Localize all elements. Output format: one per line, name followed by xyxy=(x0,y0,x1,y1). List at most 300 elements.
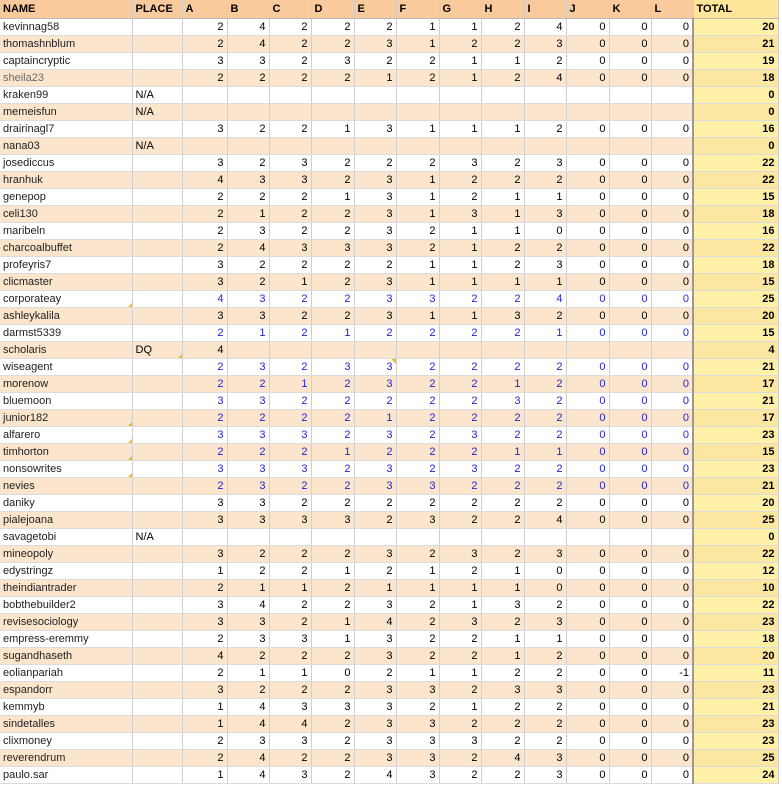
cell-score-d[interactable]: 1 xyxy=(311,444,354,461)
cell-score-f[interactable]: 2 xyxy=(396,393,439,410)
cell-score-h[interactable]: 1 xyxy=(481,444,524,461)
cell-score-k[interactable]: 0 xyxy=(609,648,651,665)
cell-score-a[interactable]: 2 xyxy=(182,240,227,257)
cell-score-d[interactable] xyxy=(311,529,354,546)
cell-score-j[interactable]: 0 xyxy=(566,495,609,512)
cell-score-g[interactable]: 3 xyxy=(439,427,481,444)
cell-score-c[interactable]: 2 xyxy=(269,393,311,410)
cell-score-j[interactable] xyxy=(566,138,609,155)
cell-score-h[interactable]: 1 xyxy=(481,274,524,291)
cell-score-g[interactable] xyxy=(439,104,481,121)
cell-score-j[interactable]: 0 xyxy=(566,155,609,172)
cell-score-d[interactable]: 3 xyxy=(311,53,354,70)
cell-score-b[interactable] xyxy=(227,138,269,155)
cell-score-f[interactable]: 2 xyxy=(396,461,439,478)
cell-name[interactable]: captaincryptic xyxy=(0,53,132,70)
column-header-c[interactable]: C xyxy=(269,0,311,19)
cell-score-l[interactable]: 0 xyxy=(651,716,693,733)
cell-score-a[interactable]: 2 xyxy=(182,36,227,53)
cell-place[interactable] xyxy=(132,359,182,376)
cell-score-b[interactable]: 3 xyxy=(227,359,269,376)
cell-place[interactable] xyxy=(132,274,182,291)
cell-total[interactable]: 0 xyxy=(693,138,778,155)
cell-name[interactable]: revisesociology xyxy=(0,614,132,631)
cell-score-a[interactable]: 2 xyxy=(182,70,227,87)
cell-score-i[interactable]: 0 xyxy=(524,580,566,597)
cell-score-k[interactable]: 0 xyxy=(609,240,651,257)
cell-score-e[interactable]: 2 xyxy=(354,665,396,682)
cell-score-d[interactable]: 2 xyxy=(311,495,354,512)
cell-name[interactable]: daniky xyxy=(0,495,132,512)
cell-score-j[interactable]: 0 xyxy=(566,750,609,767)
cell-score-c[interactable]: 2 xyxy=(269,682,311,699)
cell-score-e[interactable]: 3 xyxy=(354,733,396,750)
cell-score-k[interactable]: 0 xyxy=(609,767,651,784)
cell-name[interactable]: drairinagl7 xyxy=(0,121,132,138)
cell-score-f[interactable]: 2 xyxy=(396,427,439,444)
cell-score-g[interactable]: 2 xyxy=(439,512,481,529)
cell-score-f[interactable] xyxy=(396,87,439,104)
cell-score-g[interactable]: 1 xyxy=(439,308,481,325)
cell-score-f[interactable]: 2 xyxy=(396,223,439,240)
cell-score-i[interactable]: 4 xyxy=(524,70,566,87)
cell-score-d[interactable]: 2 xyxy=(311,172,354,189)
cell-score-d[interactable]: 1 xyxy=(311,563,354,580)
cell-score-h[interactable]: 1 xyxy=(481,648,524,665)
cell-score-j[interactable]: 0 xyxy=(566,716,609,733)
cell-score-h[interactable]: 2 xyxy=(481,546,524,563)
cell-place[interactable] xyxy=(132,580,182,597)
cell-score-b[interactable]: 3 xyxy=(227,478,269,495)
cell-score-a[interactable]: 3 xyxy=(182,546,227,563)
cell-total[interactable]: 16 xyxy=(693,121,778,138)
cell-total[interactable]: 24 xyxy=(693,767,778,784)
cell-score-g[interactable]: 2 xyxy=(439,393,481,410)
cell-score-k[interactable]: 0 xyxy=(609,257,651,274)
cell-score-i[interactable]: 3 xyxy=(524,257,566,274)
cell-score-e[interactable]: 2 xyxy=(354,495,396,512)
cell-score-i[interactable]: 3 xyxy=(524,546,566,563)
cell-score-f[interactable]: 2 xyxy=(396,648,439,665)
cell-place[interactable] xyxy=(132,376,182,393)
cell-score-k[interactable]: 0 xyxy=(609,716,651,733)
cell-score-e[interactable]: 3 xyxy=(354,699,396,716)
cell-score-d[interactable]: 2 xyxy=(311,376,354,393)
cell-score-e[interactable]: 1 xyxy=(354,580,396,597)
cell-score-a[interactable]: 2 xyxy=(182,376,227,393)
cell-score-d[interactable]: 2 xyxy=(311,206,354,223)
cell-score-d[interactable]: 3 xyxy=(311,359,354,376)
cell-place[interactable] xyxy=(132,750,182,767)
cell-score-j[interactable]: 0 xyxy=(566,580,609,597)
cell-name[interactable]: edystringz xyxy=(0,563,132,580)
cell-score-i[interactable]: 2 xyxy=(524,597,566,614)
cell-score-f[interactable]: 1 xyxy=(396,121,439,138)
cell-score-k[interactable]: 0 xyxy=(609,410,651,427)
cell-score-j[interactable] xyxy=(566,529,609,546)
cell-score-d[interactable]: 2 xyxy=(311,478,354,495)
cell-score-f[interactable] xyxy=(396,529,439,546)
cell-score-j[interactable]: 0 xyxy=(566,291,609,308)
cell-score-k[interactable] xyxy=(609,342,651,359)
cell-score-f[interactable]: 3 xyxy=(396,767,439,784)
cell-score-h[interactable]: 2 xyxy=(481,257,524,274)
cell-score-a[interactable]: 1 xyxy=(182,767,227,784)
cell-score-a[interactable]: 3 xyxy=(182,512,227,529)
cell-score-d[interactable]: 2 xyxy=(311,733,354,750)
cell-score-e[interactable]: 3 xyxy=(354,648,396,665)
cell-score-f[interactable]: 3 xyxy=(396,512,439,529)
cell-score-c[interactable]: 2 xyxy=(269,325,311,342)
cell-score-h[interactable]: 2 xyxy=(481,699,524,716)
cell-score-a[interactable]: 3 xyxy=(182,427,227,444)
cell-score-e[interactable]: 3 xyxy=(354,206,396,223)
cell-total[interactable]: 10 xyxy=(693,580,778,597)
cell-name[interactable]: ashleykalila xyxy=(0,308,132,325)
cell-score-g[interactable]: 3 xyxy=(439,155,481,172)
cell-score-i[interactable] xyxy=(524,529,566,546)
cell-score-b[interactable]: 4 xyxy=(227,19,269,36)
cell-score-c[interactable]: 2 xyxy=(269,308,311,325)
cell-score-g[interactable]: 2 xyxy=(439,410,481,427)
cell-score-j[interactable] xyxy=(566,104,609,121)
cell-name[interactable]: alfarero xyxy=(0,427,132,444)
cell-score-k[interactable]: 0 xyxy=(609,223,651,240)
cell-score-a[interactable]: 3 xyxy=(182,308,227,325)
cell-place[interactable] xyxy=(132,189,182,206)
cell-score-e[interactable]: 3 xyxy=(354,750,396,767)
cell-score-j[interactable]: 0 xyxy=(566,257,609,274)
cell-place[interactable] xyxy=(132,308,182,325)
cell-score-f[interactable]: 2 xyxy=(396,699,439,716)
cell-score-h[interactable]: 1 xyxy=(481,189,524,206)
cell-score-f[interactable]: 1 xyxy=(396,274,439,291)
cell-score-e[interactable]: 3 xyxy=(354,376,396,393)
cell-score-a[interactable]: 2 xyxy=(182,733,227,750)
cell-score-i[interactable]: 2 xyxy=(524,359,566,376)
cell-score-f[interactable]: 2 xyxy=(396,240,439,257)
cell-score-k[interactable]: 0 xyxy=(609,274,651,291)
cell-name[interactable]: memeisfun xyxy=(0,104,132,121)
cell-score-l[interactable]: 0 xyxy=(651,36,693,53)
cell-score-h[interactable]: 1 xyxy=(481,580,524,597)
cell-score-k[interactable] xyxy=(609,138,651,155)
cell-score-i[interactable]: 0 xyxy=(524,223,566,240)
cell-name[interactable]: wiseagent xyxy=(0,359,132,376)
cell-name[interactable]: celi130 xyxy=(0,206,132,223)
cell-score-c[interactable]: 2 xyxy=(269,53,311,70)
cell-name[interactable]: morenow xyxy=(0,376,132,393)
cell-score-g[interactable]: 3 xyxy=(439,546,481,563)
cell-score-l[interactable]: 0 xyxy=(651,546,693,563)
cell-score-a[interactable]: 4 xyxy=(182,648,227,665)
cell-score-d[interactable]: 1 xyxy=(311,631,354,648)
cell-place[interactable] xyxy=(132,682,182,699)
cell-score-l[interactable]: 0 xyxy=(651,597,693,614)
cell-total[interactable]: 23 xyxy=(693,461,778,478)
cell-score-e[interactable]: 3 xyxy=(354,359,396,376)
cell-score-j[interactable]: 0 xyxy=(566,223,609,240)
cell-score-k[interactable]: 0 xyxy=(609,325,651,342)
cell-score-e[interactable]: 2 xyxy=(354,325,396,342)
cell-score-f[interactable]: 1 xyxy=(396,206,439,223)
cell-total[interactable]: 15 xyxy=(693,189,778,206)
cell-score-e[interactable]: 3 xyxy=(354,597,396,614)
cell-score-l[interactable]: 0 xyxy=(651,257,693,274)
cell-score-h[interactable]: 2 xyxy=(481,767,524,784)
cell-score-j[interactable]: 0 xyxy=(566,614,609,631)
cell-place[interactable] xyxy=(132,716,182,733)
cell-score-j[interactable]: 0 xyxy=(566,648,609,665)
cell-score-e[interactable]: 3 xyxy=(354,682,396,699)
cell-score-j[interactable]: 0 xyxy=(566,189,609,206)
cell-place[interactable] xyxy=(132,631,182,648)
cell-score-f[interactable]: 3 xyxy=(396,716,439,733)
cell-score-e[interactable]: 3 xyxy=(354,223,396,240)
cell-total[interactable]: 23 xyxy=(693,716,778,733)
cell-score-l[interactable]: 0 xyxy=(651,291,693,308)
cell-score-i[interactable]: 1 xyxy=(524,631,566,648)
cell-score-a[interactable]: 2 xyxy=(182,325,227,342)
cell-score-h[interactable] xyxy=(481,104,524,121)
cell-score-g[interactable]: 2 xyxy=(439,291,481,308)
cell-score-d[interactable]: 2 xyxy=(311,308,354,325)
cell-score-e[interactable] xyxy=(354,104,396,121)
cell-total[interactable]: 22 xyxy=(693,155,778,172)
cell-score-g[interactable]: 1 xyxy=(439,699,481,716)
cell-name[interactable]: hranhuk xyxy=(0,172,132,189)
cell-score-k[interactable]: 0 xyxy=(609,495,651,512)
cell-score-b[interactable]: 4 xyxy=(227,36,269,53)
cell-score-c[interactable]: 2 xyxy=(269,189,311,206)
cell-score-f[interactable]: 1 xyxy=(396,308,439,325)
cell-score-c[interactable] xyxy=(269,529,311,546)
cell-score-d[interactable]: 1 xyxy=(311,325,354,342)
cell-score-f[interactable]: 1 xyxy=(396,257,439,274)
cell-score-k[interactable]: 0 xyxy=(609,665,651,682)
cell-score-g[interactable]: 1 xyxy=(439,223,481,240)
cell-score-c[interactable]: 2 xyxy=(269,36,311,53)
cell-score-i[interactable]: 2 xyxy=(524,733,566,750)
cell-score-j[interactable]: 0 xyxy=(566,427,609,444)
cell-score-b[interactable] xyxy=(227,104,269,121)
cell-score-c[interactable]: 3 xyxy=(269,699,311,716)
cell-score-h[interactable]: 2 xyxy=(481,495,524,512)
cell-score-k[interactable]: 0 xyxy=(609,36,651,53)
cell-total[interactable]: 17 xyxy=(693,376,778,393)
cell-score-i[interactable]: 2 xyxy=(524,121,566,138)
cell-name[interactable]: theindiantrader xyxy=(0,580,132,597)
cell-score-c[interactable]: 2 xyxy=(269,19,311,36)
cell-score-a[interactable]: 3 xyxy=(182,461,227,478)
cell-score-f[interactable]: 2 xyxy=(396,155,439,172)
cell-score-j[interactable]: 0 xyxy=(566,512,609,529)
cell-name[interactable]: kraken99 xyxy=(0,87,132,104)
cell-score-h[interactable]: 1 xyxy=(481,563,524,580)
cell-score-g[interactable]: 3 xyxy=(439,614,481,631)
cell-score-c[interactable] xyxy=(269,138,311,155)
cell-score-k[interactable]: 0 xyxy=(609,291,651,308)
cell-score-l[interactable]: 0 xyxy=(651,444,693,461)
cell-score-h[interactable] xyxy=(481,529,524,546)
cell-total[interactable]: 21 xyxy=(693,699,778,716)
cell-score-j[interactable]: 0 xyxy=(566,53,609,70)
cell-score-d[interactable]: 2 xyxy=(311,597,354,614)
cell-name[interactable]: paulo.sar xyxy=(0,767,132,784)
cell-score-l[interactable]: 0 xyxy=(651,155,693,172)
cell-score-k[interactable]: 0 xyxy=(609,70,651,87)
cell-place[interactable]: N/A xyxy=(132,138,182,155)
cell-place[interactable] xyxy=(132,665,182,682)
cell-total[interactable]: 0 xyxy=(693,529,778,546)
cell-name[interactable]: savagetobi xyxy=(0,529,132,546)
cell-score-a[interactable]: 2 xyxy=(182,665,227,682)
cell-score-l[interactable]: 0 xyxy=(651,308,693,325)
cell-score-j[interactable]: 0 xyxy=(566,410,609,427)
cell-score-l[interactable]: 0 xyxy=(651,359,693,376)
cell-score-h[interactable]: 2 xyxy=(481,70,524,87)
cell-score-h[interactable]: 2 xyxy=(481,172,524,189)
cell-score-l[interactable]: 0 xyxy=(651,410,693,427)
cell-place[interactable] xyxy=(132,478,182,495)
cell-score-k[interactable] xyxy=(609,104,651,121)
cell-score-g[interactable]: 1 xyxy=(439,665,481,682)
cell-name[interactable]: sindetalles xyxy=(0,716,132,733)
cell-score-a[interactable]: 1 xyxy=(182,563,227,580)
cell-score-c[interactable]: 3 xyxy=(269,427,311,444)
cell-score-e[interactable]: 3 xyxy=(354,716,396,733)
cell-score-f[interactable]: 3 xyxy=(396,682,439,699)
cell-score-a[interactable]: 2 xyxy=(182,19,227,36)
cell-score-b[interactable]: 3 xyxy=(227,308,269,325)
cell-total[interactable]: 17 xyxy=(693,410,778,427)
cell-score-a[interactable]: 3 xyxy=(182,274,227,291)
cell-score-h[interactable]: 1 xyxy=(481,206,524,223)
cell-score-i[interactable]: 3 xyxy=(524,206,566,223)
cell-score-c[interactable]: 2 xyxy=(269,750,311,767)
cell-score-l[interactable]: 0 xyxy=(651,682,693,699)
cell-score-d[interactable]: 1 xyxy=(311,614,354,631)
cell-score-l[interactable]: 0 xyxy=(651,478,693,495)
cell-score-d[interactable] xyxy=(311,138,354,155)
cell-score-f[interactable]: 2 xyxy=(396,614,439,631)
cell-score-a[interactable]: 1 xyxy=(182,699,227,716)
cell-score-d[interactable]: 2 xyxy=(311,19,354,36)
cell-score-b[interactable]: 3 xyxy=(227,461,269,478)
cell-score-c[interactable]: 2 xyxy=(269,223,311,240)
column-header-f[interactable]: F xyxy=(396,0,439,19)
cell-place[interactable] xyxy=(132,53,182,70)
cell-name[interactable]: reverendrum xyxy=(0,750,132,767)
cell-score-d[interactable]: 2 xyxy=(311,648,354,665)
cell-score-l[interactable]: 0 xyxy=(651,53,693,70)
cell-score-i[interactable]: 2 xyxy=(524,393,566,410)
cell-score-i[interactable]: 2 xyxy=(524,495,566,512)
cell-name[interactable]: maribeln xyxy=(0,223,132,240)
cell-score-a[interactable]: 3 xyxy=(182,682,227,699)
cell-place[interactable] xyxy=(132,699,182,716)
cell-score-f[interactable]: 1 xyxy=(396,172,439,189)
cell-score-c[interactable]: 3 xyxy=(269,733,311,750)
cell-score-j[interactable]: 0 xyxy=(566,359,609,376)
cell-score-f[interactable]: 1 xyxy=(396,36,439,53)
cell-score-d[interactable]: 3 xyxy=(311,699,354,716)
cell-score-b[interactable]: 3 xyxy=(227,733,269,750)
cell-score-h[interactable]: 2 xyxy=(481,359,524,376)
cell-score-k[interactable] xyxy=(609,529,651,546)
cell-score-i[interactable]: 2 xyxy=(524,716,566,733)
cell-score-f[interactable]: 3 xyxy=(396,291,439,308)
cell-score-d[interactable] xyxy=(311,342,354,359)
cell-score-a[interactable]: 1 xyxy=(182,716,227,733)
cell-score-j[interactable]: 0 xyxy=(566,682,609,699)
cell-score-i[interactable]: 2 xyxy=(524,478,566,495)
cell-score-j[interactable]: 0 xyxy=(566,172,609,189)
cell-score-b[interactable]: 2 xyxy=(227,682,269,699)
cell-score-f[interactable]: 2 xyxy=(396,495,439,512)
cell-name[interactable]: sheila23 xyxy=(0,70,132,87)
cell-score-g[interactable] xyxy=(439,87,481,104)
cell-score-k[interactable] xyxy=(609,87,651,104)
cell-score-e[interactable]: 3 xyxy=(354,631,396,648)
cell-score-g[interactable]: 2 xyxy=(439,716,481,733)
cell-score-i[interactable]: 2 xyxy=(524,240,566,257)
cell-score-g[interactable]: 1 xyxy=(439,240,481,257)
cell-score-h[interactable]: 1 xyxy=(481,223,524,240)
cell-total[interactable]: 15 xyxy=(693,274,778,291)
cell-score-c[interactable]: 4 xyxy=(269,716,311,733)
cell-score-l[interactable]: 0 xyxy=(651,189,693,206)
cell-name[interactable]: mineopoly xyxy=(0,546,132,563)
cell-score-b[interactable]: 2 xyxy=(227,274,269,291)
cell-score-g[interactable]: 1 xyxy=(439,580,481,597)
column-header-name[interactable]: NAME xyxy=(0,0,132,19)
cell-total[interactable]: 16 xyxy=(693,223,778,240)
cell-score-b[interactable]: 2 xyxy=(227,444,269,461)
cell-score-g[interactable] xyxy=(439,138,481,155)
cell-place[interactable]: DQ xyxy=(132,342,182,359)
cell-score-a[interactable]: 2 xyxy=(182,444,227,461)
column-header-i[interactable]: I xyxy=(524,0,566,19)
cell-score-a[interactable] xyxy=(182,138,227,155)
cell-score-h[interactable] xyxy=(481,138,524,155)
cell-score-h[interactable]: 3 xyxy=(481,682,524,699)
cell-score-d[interactable]: 2 xyxy=(311,580,354,597)
cell-score-b[interactable]: 2 xyxy=(227,563,269,580)
cell-place[interactable] xyxy=(132,325,182,342)
cell-score-j[interactable]: 0 xyxy=(566,240,609,257)
column-header-l[interactable]: L xyxy=(651,0,693,19)
cell-score-d[interactable]: 2 xyxy=(311,461,354,478)
cell-score-k[interactable]: 0 xyxy=(609,478,651,495)
cell-score-a[interactable]: 2 xyxy=(182,478,227,495)
column-header-g[interactable]: G xyxy=(439,0,481,19)
cell-score-d[interactable]: 2 xyxy=(311,410,354,427)
cell-name[interactable]: sugandhaseth xyxy=(0,648,132,665)
cell-score-c[interactable]: 3 xyxy=(269,631,311,648)
cell-place[interactable]: N/A xyxy=(132,529,182,546)
cell-score-e[interactable]: 2 xyxy=(354,563,396,580)
column-header-j[interactable]: J xyxy=(566,0,609,19)
cell-score-k[interactable]: 0 xyxy=(609,359,651,376)
cell-total[interactable]: 23 xyxy=(693,733,778,750)
cell-score-h[interactable]: 2 xyxy=(481,291,524,308)
cell-score-a[interactable]: 3 xyxy=(182,393,227,410)
cell-score-h[interactable]: 2 xyxy=(481,716,524,733)
cell-score-j[interactable]: 0 xyxy=(566,274,609,291)
cell-score-i[interactable]: 2 xyxy=(524,172,566,189)
cell-score-k[interactable]: 0 xyxy=(609,444,651,461)
